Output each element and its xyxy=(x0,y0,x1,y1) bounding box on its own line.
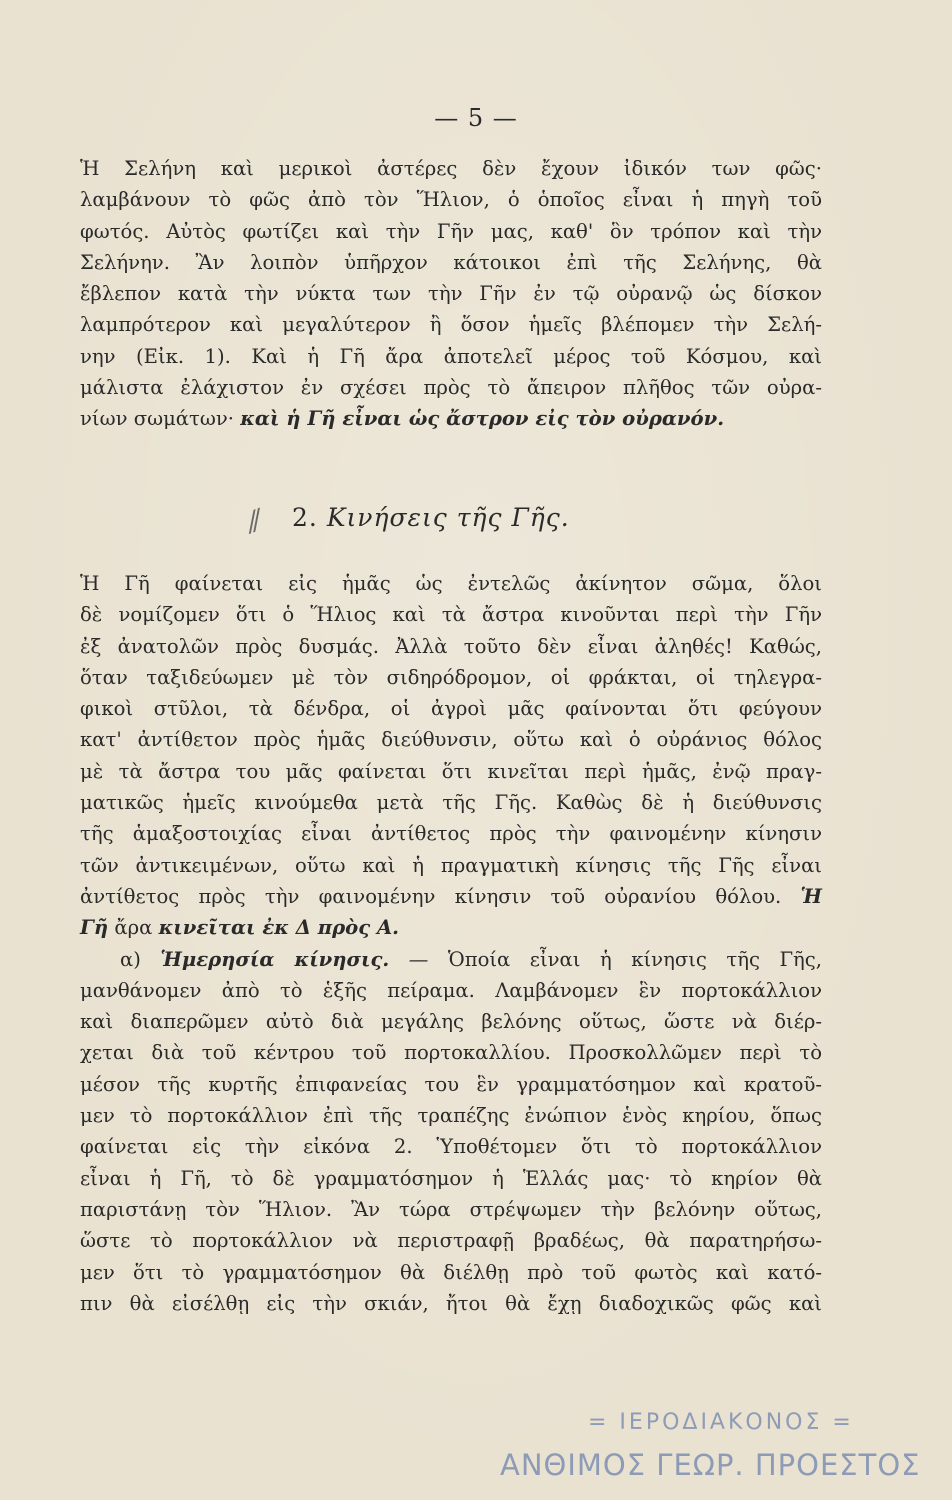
section-title: Κινήσεις τῆς Γῆς. xyxy=(326,503,570,532)
text-line: τῆς ἁμαξοστοιχίας εἶναι ἀντίθετος πρὸς τὴν φαινομένην κίνησιν xyxy=(80,822,822,846)
text-line: ἐξ ἀνατολῶν πρὸς δυσμάς. Ἀλλὰ τοῦτο δὲν εἶναι ἀληθές! Καθώς, xyxy=(80,634,822,658)
subsection-first-line xyxy=(80,944,822,975)
emphasized-text: κινεῖται ἐκ Δ πρὸς Α. xyxy=(158,916,400,940)
text-line: ἔβλεπον κατὰ τὴν νύκτα των τὴν Γῆν ἐν τῷ οὐρανῷ ὡς δίσκον xyxy=(80,282,822,306)
text-line: πιν θὰ εἰσέλθῃ εἰς τὴν σκιάν, ἤτοι θὰ ἔχῃ διαδοχικῶς φῶς καὶ xyxy=(80,1291,822,1315)
pencil-mark: ⁄⁄ xyxy=(244,504,265,539)
emphasized-text: Γῆ xyxy=(80,916,109,940)
text-line: ὅταν ταξιδεύωμεν μὲ τὸν σιδηρόδρομον, οἱ φράκται, οἱ τηλεγρα- xyxy=(80,665,822,689)
text-line: μέσον τῆς κυρτῆς ἐπιφανείας του ἓν γραμματόσημον καὶ κρατοῦ- xyxy=(80,1072,822,1096)
plain-text: ἀντίθετος πρὸς τὴν φαινομένην κίνησιν τοῦ οὐρανίου θόλου. xyxy=(80,884,782,908)
text-line: παριστάνῃ τὸν Ἥλιον. Ἂν τώρα στρέψωμεν τὴν βελόνην οὕτως, xyxy=(80,1197,822,1221)
text-line: κατ' ἀντίθετον πρὸς ἡμᾶς διεύθυνσιν, οὕτω καὶ ὁ οὐράνιος θόλος xyxy=(80,728,822,752)
text-line: λαμπρότερον καὶ μεγαλύτερον ἢ ὅσον ἡμεῖς βλέπομεν τὴν Σελή- xyxy=(80,313,822,337)
subsection-label: α) xyxy=(120,947,141,971)
text-line: μανθάνομεν ἀπὸ τὸ ἑξῆς πείραμα. Λαμβάνομεν ἓν πορτοκάλλιον xyxy=(80,978,822,1002)
plain-text: — Ὁποία εἶναι ἡ κίνησις τῆς Γῆς, xyxy=(408,947,822,971)
subsection-heading: Ἡμερησία κίνησις. xyxy=(160,947,390,971)
section-heading xyxy=(292,503,570,532)
text-line: ὥστε τὸ πορτοκάλλιον νὰ περιστραφῇ βραδέως, θὰ παρατηρήσω- xyxy=(80,1229,822,1253)
text-line: εἶναι ἡ Γῆ, τὸ δὲ γραμματόσημον ἡ Ἑλλάς μας· τὸ κηρίον θὰ xyxy=(80,1166,822,1190)
text-line: Ἡ Σελήνη καὶ μερικοὶ ἀστέρες δὲν ἔχουν ἰδικόν των φῶς· xyxy=(80,157,822,180)
paragraph-moon-light xyxy=(80,153,822,435)
text-line: Σελήνην. Ἂν λοιπὸν ὑπῆρχον κάτοικοι ἐπὶ τῆς Σελήνης, θὰ xyxy=(80,250,822,274)
text-line: μεν τὸ πορτοκάλλιον ἐπὶ τῆς τραπέζης ἐνώπιον ἑνὸς κηρίου, ὅπως xyxy=(80,1104,822,1128)
text-line: φαίνεται εἰς τὴν εἰκόνα 2. Ὑποθέτομεν ὅτι τὸ πορτοκάλλιον xyxy=(80,1135,822,1159)
text-line: χεται διὰ τοῦ κέντρου τοῦ πορτοκαλλίου. Προσκολλῶμεν περὶ τὸ xyxy=(80,1041,822,1065)
text-line: δὲ νομίζομεν ὅτι ὁ Ἥλιος καὶ τὰ ἄστρα κινοῦνται περὶ τὴν Γῆν xyxy=(80,603,822,627)
text-line: νην (Εἰκ. 1). Καὶ ἡ Γῆ ἄρα ἀποτελεῖ μέρος τοῦ Κόσμου, καὶ xyxy=(80,344,822,368)
emphasized-text: καὶ ἡ Γῆ εἶναι ὡς ἄστρον εἰς τὸν οὐρανόν. xyxy=(240,407,725,431)
stamp-line: = ΙΕΡΟΔΙΑΚΟΝΟΣ = xyxy=(588,1410,854,1435)
text-line xyxy=(80,403,822,434)
text-line: μεν ὅτι τὸ γραμματόσημον θὰ διέλθῃ πρὸ τοῦ φωτὸς καὶ κατό- xyxy=(80,1260,822,1284)
text-line: λαμβάνουν τὸ φῶς ἀπὸ τὸν Ἥλιον, ὁ ὁποῖος εἶναι ἡ πηγὴ τοῦ xyxy=(80,188,822,212)
text-line: φωτός. Αὐτὸς φωτίζει καὶ τὴν Γῆν μας, καθ' ὃν τρόπον καὶ τὴν xyxy=(80,219,822,243)
stamp-line: ΑΝΘΙΜΟΣ ΓΕΩΡ. ΠΡΟΕΣΤΟΣ xyxy=(500,1448,921,1482)
text-line: φικοὶ στῦλοι, τὰ δένδρα, οἱ ἀγροὶ μᾶς φαίνονται ὅτι φεύγουν xyxy=(80,697,822,721)
text-line xyxy=(80,881,822,912)
text-line: ματικῶς ἡμεῖς κινούμεθα μετὰ τῆς Γῆς. Καθὼς δὲ ἡ διεύθυνσις xyxy=(80,791,822,815)
section-number: 2. xyxy=(292,503,318,532)
paragraph-earth-motion xyxy=(80,568,822,1319)
text-line: καὶ διαπερῶμεν αὐτὸ διὰ μεγάλης βελόνης οὕτως, ὥστε νὰ διέρ- xyxy=(80,1010,822,1034)
plain-text: ἄρα xyxy=(114,916,153,940)
text-line: μάλιστα ἐλάχιστον ἐν σχέσει πρὸς τὸ ἄπειρον πλῆθος τῶν οὐρα- xyxy=(80,376,822,400)
emphasized-text: Ἡ xyxy=(800,884,822,908)
page-number: — 5 — xyxy=(434,104,518,132)
text-line: τῶν ἀντικειμένων, οὕτω καὶ ἡ πραγματικὴ κίνησις τῆς Γῆς εἶναι xyxy=(80,853,822,877)
text-line: Ἡ Γῆ φαίνεται εἰς ἡμᾶς ὡς ἐντελῶς ἀκίνητον σῶμα, ὅλοι xyxy=(80,572,822,595)
text-line: μὲ τὰ ἄστρα του μᾶς φαίνεται ὅτι κινεῖται περὶ ἡμᾶς, ἐνῷ πραγ- xyxy=(80,759,822,783)
plain-text: νίων σωμάτων· xyxy=(80,407,234,431)
text-line xyxy=(80,912,822,943)
